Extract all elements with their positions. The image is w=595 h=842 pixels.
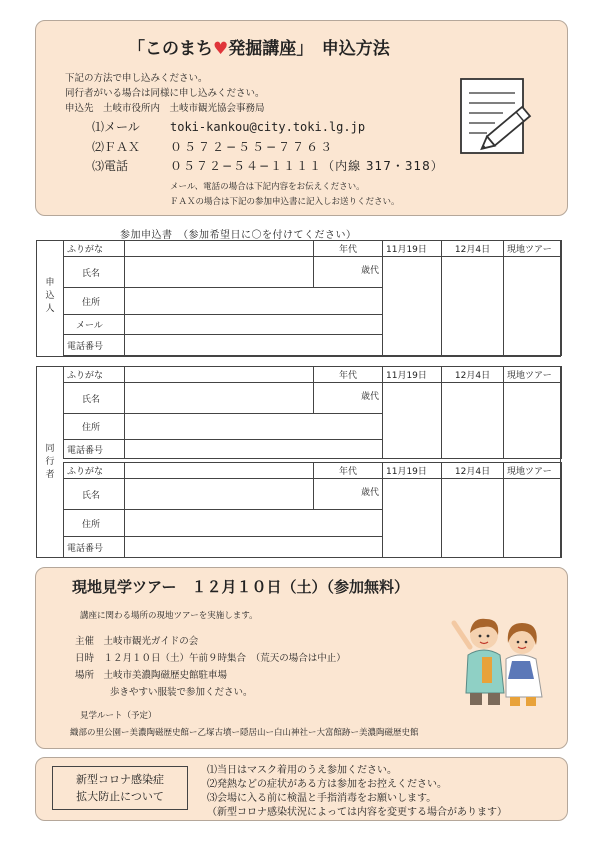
tour-intro: 講座に関わる場所の現地ツアーを実施します。 xyxy=(80,611,258,621)
name-label: 氏名 xyxy=(64,257,125,288)
age-field[interactable]: 歳代 xyxy=(314,383,383,414)
covid-item-1: ⑴当日はマスク着用のうえ参加ください。 xyxy=(207,765,397,776)
phone-label: 電話番号 xyxy=(64,537,125,558)
phone-field[interactable] xyxy=(125,440,383,459)
tour-checkbox[interactable] xyxy=(504,257,562,356)
furigana-field[interactable] xyxy=(125,241,314,257)
tour-host: 主催 土岐市観光ガイドの会 xyxy=(75,636,199,647)
name-label: 氏名 xyxy=(64,383,125,414)
covid-label-line1: 新型コロナ感染症 xyxy=(76,773,164,786)
date2-header: 12月4日 xyxy=(442,241,504,257)
furigana-label: ふりがな xyxy=(64,241,125,257)
page-title: 「このまち♥発掘講座」 申込方法 xyxy=(128,39,390,59)
form-title: 参加申込書 （参加希望日に〇を付けてください） xyxy=(120,230,357,241)
tour-header: 現地ツアー xyxy=(504,463,562,479)
tour-header: 現地ツアー xyxy=(504,241,562,257)
tour-checkbox[interactable] xyxy=(504,479,562,558)
phone-label: 電話番号 xyxy=(64,440,125,459)
address-label: 住所 xyxy=(64,288,125,315)
date2-checkbox[interactable] xyxy=(442,383,504,459)
fax-number: ０５７２−５５−７７６３ xyxy=(170,140,335,154)
date1-header: 11月19日 xyxy=(383,463,442,479)
tour-dress: 歩きやすい服装で参加ください。 xyxy=(110,687,253,698)
email-label: メール xyxy=(64,315,125,335)
route-label: 見学ルート（予定） xyxy=(80,711,157,721)
tel-row xyxy=(92,157,444,174)
furigana-label: ふりがな xyxy=(64,367,125,383)
note-mail-phone: メール、電話の場合は下記内容をお伝えください。 xyxy=(170,182,365,192)
heart-icon: ♥ xyxy=(213,39,229,59)
fax-row xyxy=(92,138,334,155)
date2-header: 12月4日 xyxy=(442,463,504,479)
name-label: 氏名 xyxy=(64,479,125,510)
tour-place: 場所 土岐市美濃陶磁歴史館駐車場 xyxy=(75,670,228,681)
date2-checkbox[interactable] xyxy=(442,479,504,558)
furigana-field[interactable] xyxy=(125,463,314,479)
tour-date: 日時 １２月１０日（土）午前９時集合 （荒天の場合は中止） xyxy=(75,653,346,664)
address-label: 住所 xyxy=(64,510,125,537)
intro-line-1: 下記の方法で申し込みください。 xyxy=(65,73,208,84)
date1-checkbox[interactable] xyxy=(383,479,442,558)
companion-2-table xyxy=(63,462,562,558)
companion-1-table xyxy=(63,366,562,459)
fax-label: ⑵ＦＡＸ xyxy=(92,140,141,154)
paper-pencil-icon xyxy=(455,75,543,157)
contact-office: 申込先 土岐市役所内 土岐市観光協会事務局 xyxy=(65,103,265,114)
covid-label-box xyxy=(52,766,188,810)
covid-item-4: （新型コロナ感染状況によっては内容を変更する場合があります） xyxy=(207,807,507,818)
furigana-field[interactable] xyxy=(125,367,314,383)
tel-number: ０５７２−５４−１１１１（内線 317・318） xyxy=(170,159,444,173)
phone-field[interactable] xyxy=(125,335,383,356)
tel-label: ⑶電話 xyxy=(92,159,129,173)
applicant-label: 申込人 xyxy=(45,278,55,314)
age-field[interactable]: 歳代 xyxy=(314,479,383,510)
address-field[interactable] xyxy=(125,414,383,440)
phone-field[interactable] xyxy=(125,537,383,558)
name-field[interactable] xyxy=(125,479,314,510)
date1-checkbox[interactable] xyxy=(383,257,442,356)
covid-label-line2: 拡大防止について xyxy=(76,790,164,803)
tour-title: 現地見学ツアー １２月１０日（土）（参加無料） xyxy=(72,578,410,596)
companion-label: 同行者 xyxy=(45,444,55,480)
route-list: 織部の里公園ー美濃陶磁歴史館ー乙塚古墳ー隠居山ー白山神社ー大富館跡ー美濃陶磁歴史館 xyxy=(70,728,419,738)
date1-header: 11月19日 xyxy=(383,367,442,383)
name-field[interactable] xyxy=(125,383,314,414)
address-field[interactable] xyxy=(125,510,383,537)
phone-label: 電話番号 xyxy=(64,335,125,356)
email-field[interactable] xyxy=(125,315,383,335)
age-header: 年代 xyxy=(314,241,383,257)
mail-row xyxy=(92,118,365,135)
tour-guide-couple-illustration xyxy=(448,605,550,707)
date2-checkbox[interactable] xyxy=(442,257,504,356)
age-header: 年代 xyxy=(314,463,383,479)
age-field[interactable]: 歳代 xyxy=(314,257,383,288)
applicant-table xyxy=(63,240,562,356)
age-header: 年代 xyxy=(314,367,383,383)
address-field[interactable] xyxy=(125,288,383,315)
tour-checkbox[interactable] xyxy=(504,383,562,459)
covid-item-3: ⑶会場に入る前に検温と手指消毒をお願いします。 xyxy=(207,793,437,804)
name-field[interactable] xyxy=(125,257,314,288)
date2-header: 12月4日 xyxy=(442,367,504,383)
covid-item-2: ⑵発熱などの症状がある方は参加をお控えください。 xyxy=(207,779,447,790)
date1-checkbox[interactable] xyxy=(383,383,442,459)
furigana-label: ふりがな xyxy=(64,463,125,479)
tour-header: 現地ツアー xyxy=(504,367,562,383)
mail-label: ⑴メール xyxy=(92,120,140,134)
note-fax: ＦＡＸの場合は下記の参加申込書に記入しお送りください。 xyxy=(170,197,400,207)
intro-line-2: 同行者がいる場合は同様に申し込みください。 xyxy=(65,88,265,99)
mail-address[interactable]: toki-kankou@city.toki.lg.jp xyxy=(170,120,366,134)
date1-header: 11月19日 xyxy=(383,241,442,257)
address-label: 住所 xyxy=(64,414,125,440)
